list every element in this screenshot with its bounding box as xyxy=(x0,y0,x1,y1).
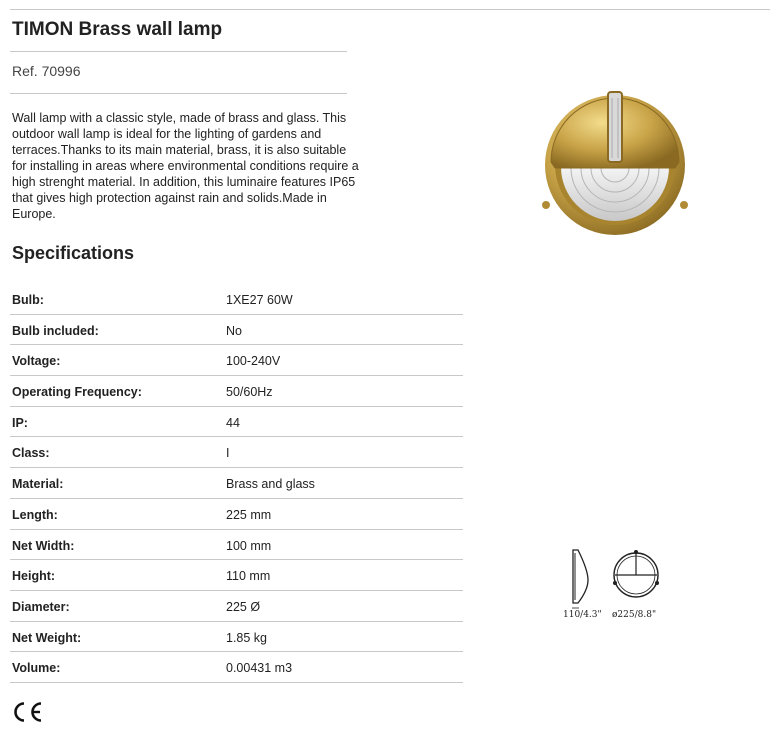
spec-label: IP: xyxy=(12,415,28,430)
spec-row-height xyxy=(10,560,463,591)
spec-value: 110 mm xyxy=(226,569,271,584)
spec-value: 44 xyxy=(226,415,240,430)
spec-row-material xyxy=(10,468,463,499)
spec-value: Brass and glass xyxy=(226,477,315,492)
spec-value: 1.85 kg xyxy=(226,630,268,645)
reference-divider xyxy=(10,93,347,94)
spec-row-bulb-included xyxy=(10,315,463,346)
spec-row-ip xyxy=(10,407,463,438)
spec-value: 100-240V xyxy=(226,354,281,369)
spec-row-bulb xyxy=(10,284,463,315)
spec-label: Class: xyxy=(12,446,50,461)
spec-label: Bulb included: xyxy=(12,323,99,338)
spec-value: 1XE27 60W xyxy=(226,293,293,307)
spec-label: Diameter: xyxy=(12,599,70,614)
title-divider xyxy=(10,51,347,52)
product-image xyxy=(535,88,695,238)
spec-row-operating-frequency xyxy=(10,376,463,407)
spec-value: I xyxy=(226,446,230,461)
spec-label: Voltage: xyxy=(12,354,61,369)
ce-mark-icon xyxy=(10,700,44,724)
top-divider xyxy=(10,9,770,10)
spec-row-net-width xyxy=(10,530,463,561)
front-dimension-label: ø225/8.8" xyxy=(612,610,657,620)
specifications-heading: Specifications xyxy=(12,243,135,263)
spec-label: Bulb: xyxy=(12,293,44,307)
product-reference: Ref. 70996 xyxy=(12,63,81,79)
product-title: TIMON Brass wall lamp xyxy=(12,19,223,40)
spec-value: 0.00431 m3 xyxy=(226,661,293,676)
product-description: Wall lamp with a classic style, made of brass and glass. This outdoor wall lamp is ideal for the lighting of gardens and terraces.Thanks to its main material, brass, it is also suitable for installing in areas where environmental conditions require a high strenght material. In addition, this luminaire features IP65 that gives high protection against rain and solids.Made in Europe. xyxy=(12,111,359,221)
spec-row-diameter xyxy=(10,591,463,622)
spec-row-class xyxy=(10,437,463,468)
spec-value: 225 Ø xyxy=(226,599,261,614)
spec-label: Net Width: xyxy=(12,538,75,553)
spec-label: Material: xyxy=(12,477,64,492)
spec-label: Length: xyxy=(12,507,58,522)
side-dimension-label: 110/4.3" xyxy=(563,610,602,620)
front-view-drawing xyxy=(613,550,659,597)
specifications-table xyxy=(10,284,463,683)
spec-label: Operating Frequency: xyxy=(12,385,142,400)
spec-label: Volume: xyxy=(12,661,61,676)
spec-value: No xyxy=(226,323,242,338)
spec-row-voltage xyxy=(10,345,463,376)
spec-value: 100 mm xyxy=(226,538,272,553)
spec-row-volume xyxy=(10,652,463,683)
spec-label: Height: xyxy=(12,569,56,584)
spec-label: Net Weight: xyxy=(12,630,82,645)
spec-row-net-weight xyxy=(10,622,463,653)
spec-value: 225 mm xyxy=(226,507,272,522)
side-view-drawing xyxy=(572,550,588,608)
spec-row-length xyxy=(10,499,463,530)
spec-value: 50/60Hz xyxy=(226,385,273,400)
